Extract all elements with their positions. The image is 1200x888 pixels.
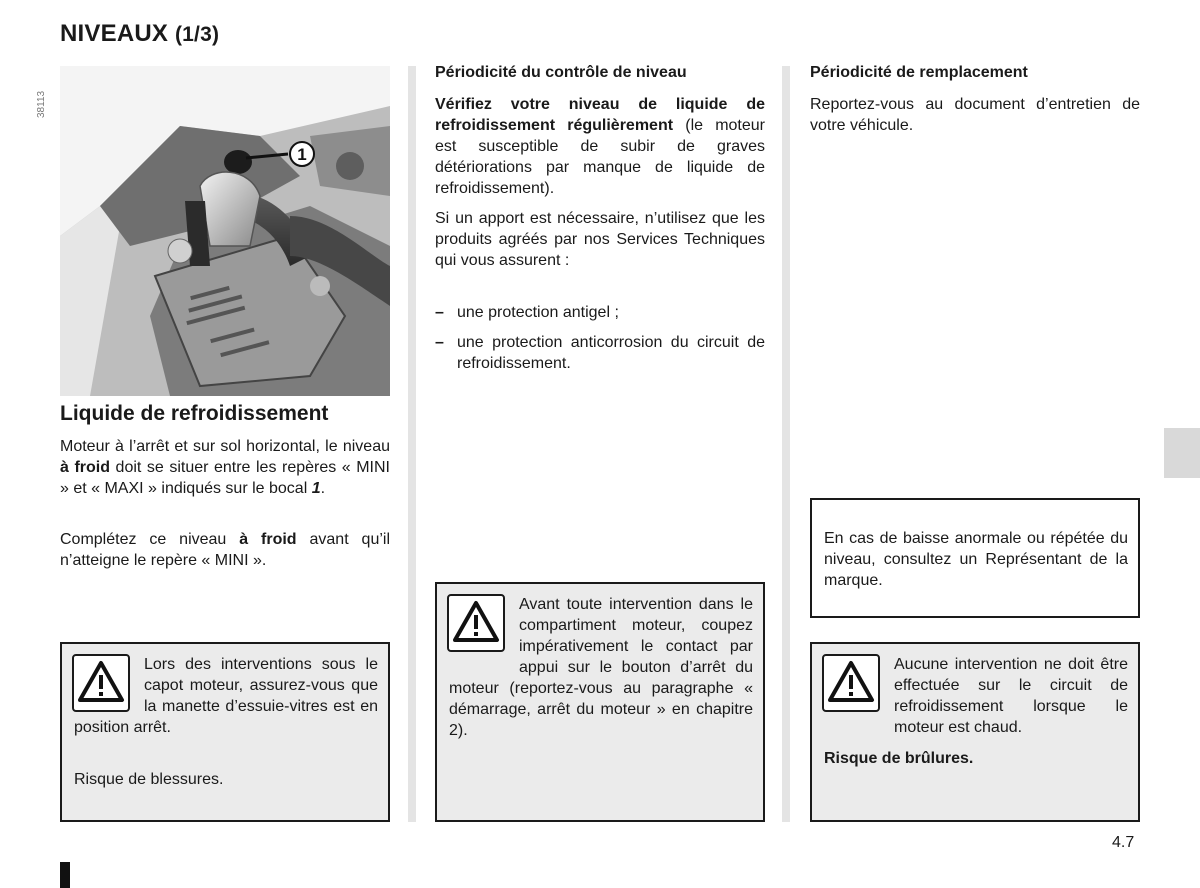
warning-text-ignition: Avant toute intervention dans le compartiment moteur, coupez impérativement le contact par appui sur le bouton d’arrêt du moteur (reportez-vous au paragraphe « démarrage, arrêt du moteur » en chapitre 2). [449, 596, 753, 739]
replacement-paragraph: Reportez-vous au document d’entretien de votre véhicule. [810, 96, 1140, 134]
check-frequency-heading: Périodicité du contrôle de niveau [435, 64, 687, 81]
section-title: Liquide de refroidissement [60, 402, 329, 425]
page-title-subtitle: (1/3) [174, 23, 220, 46]
warning-risk-burns: Risque de brûlures. [824, 750, 974, 767]
chapter-tab [1164, 428, 1200, 478]
list-item: – une protection antigel ; [435, 304, 619, 321]
list-item: – une protection anticorrosion du circuit de refroidissement. [435, 334, 765, 372]
warning-text-wiper: Lors des interventions sous le capot moteur, assurez-vous que la manette d’essuie-vitres est en position arrêt. [74, 656, 378, 736]
check-frequency-paragraph: Vérifiez votre niveau de liquide de refroidissement régulièrement (le moteur est susceptible de subir de graves détériorations par manque de liquide de refroidissement). [435, 96, 766, 197]
warning-box-ignition [435, 582, 765, 822]
page-title [60, 20, 219, 48]
corner-mark [60, 862, 70, 888]
warning-text-hot-engine: Aucune intervention ne doit être effectuée sur le circuit de refroidissement lorsque le moteur est chaud. [894, 656, 1128, 736]
engine-bay-illustration [60, 66, 390, 396]
info-text: En cas de baisse anormale ou répétée du niveau, consultez un Représentant de la marque. [824, 530, 1128, 589]
page-number: 4.7 [1112, 834, 1135, 851]
callout-number: 1 [297, 145, 307, 164]
protection-list [435, 302, 765, 374]
replacement-frequency-heading: Périodicité de remplacement [810, 64, 1028, 81]
approved-products-paragraph: Si un apport est nécessaire, n’utilisez que les produits agréés par nos Services Techniques qui vous assurent : [435, 210, 765, 269]
top-up-paragraph: Complétez ce niveau à froid avant qu’il n’atteigne le repère « MINI ». [60, 531, 391, 569]
photo-reference-code: 38113 [36, 90, 47, 118]
engine-bay-photo [60, 66, 390, 396]
warning-risk-wiper: Risque de blessures. [74, 771, 224, 788]
column-divider-left [408, 66, 416, 822]
coolant-level-paragraph: Moteur à l’arrêt et sur sol horizontal, le niveau à froid doit se situer entre les repères « MINI » et « MAXI » indiqués sur le bocal 1. [60, 438, 391, 497]
page-title-main: NIVEAUX [60, 20, 169, 47]
warning-box-hot-engine [810, 642, 1140, 822]
column-divider-right [782, 66, 790, 822]
warning-box-wiper [60, 642, 390, 822]
info-box-abnormal-drop [810, 498, 1140, 618]
